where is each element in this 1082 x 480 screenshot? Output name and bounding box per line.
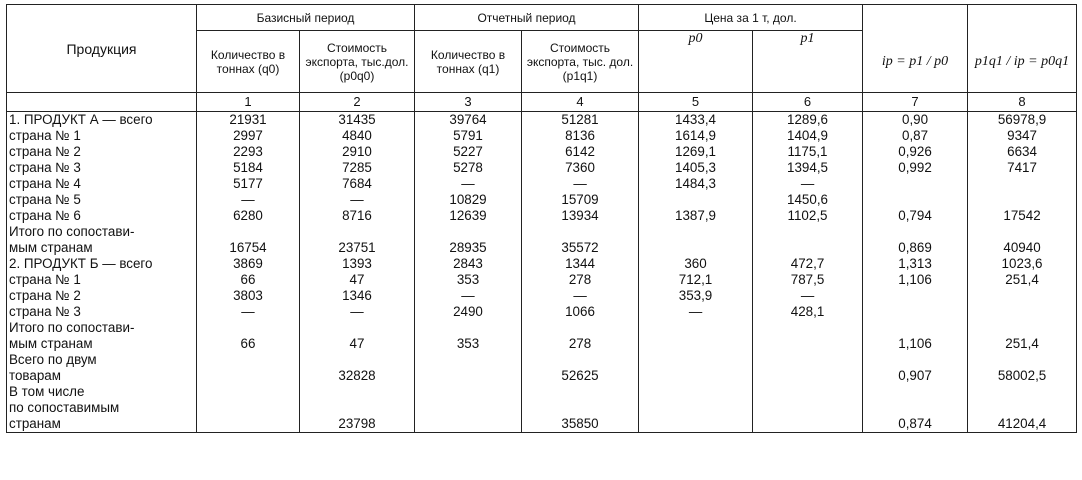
- cell-col-5: 1614,9: [639, 128, 753, 144]
- cell-col-1: 2997: [197, 128, 300, 144]
- row-label: страна № 3: [7, 160, 197, 176]
- cell-col-7: [863, 224, 968, 240]
- row-label: страна № 1: [7, 272, 197, 288]
- cell-col-1: 5184: [197, 160, 300, 176]
- cell-col-6: 1102,5: [753, 208, 863, 224]
- cell-col-7: 0,90: [863, 112, 968, 129]
- cell-col-8: [968, 288, 1077, 304]
- table-row: [7, 112, 1077, 129]
- cell-col-8: 6634: [968, 144, 1077, 160]
- cell-col-2: 31435: [300, 112, 415, 129]
- cell-col-1: 6280: [197, 208, 300, 224]
- table-row: [7, 352, 1077, 368]
- cell-col-7: 0,926: [863, 144, 968, 160]
- row-label: Итого по сопостави-: [7, 224, 197, 240]
- cell-col-3: 5278: [415, 160, 522, 176]
- cell-col-3: 5791: [415, 128, 522, 144]
- cell-col-7: 0,869: [863, 240, 968, 256]
- cell-col-8: 9347: [968, 128, 1077, 144]
- cell-col-3: 12639: [415, 208, 522, 224]
- row-label: страна № 5: [7, 192, 197, 208]
- cell-col-6: [753, 368, 863, 384]
- cell-col-8: 7417: [968, 160, 1077, 176]
- cell-col-6: 1450,6: [753, 192, 863, 208]
- cell-col-7: [863, 320, 968, 336]
- cell-col-5: 1484,3: [639, 176, 753, 192]
- cell-col-8: [968, 192, 1077, 208]
- header-col-6: p1: [753, 31, 863, 93]
- cell-col-4: 278: [522, 272, 639, 288]
- table-row: [7, 256, 1077, 272]
- cell-col-2: —: [300, 192, 415, 208]
- cell-col-7: 1,313: [863, 256, 968, 272]
- cell-col-5: [639, 336, 753, 352]
- header-num-2: 2: [300, 93, 415, 112]
- cell-col-8: 17542: [968, 208, 1077, 224]
- cell-col-8: 251,4: [968, 336, 1077, 352]
- cell-col-4: —: [522, 288, 639, 304]
- cell-col-7: [863, 176, 968, 192]
- cell-col-6: [753, 320, 863, 336]
- cell-col-2: [300, 320, 415, 336]
- header-blank-7: [863, 5, 968, 31]
- cell-col-2: 47: [300, 336, 415, 352]
- cell-col-8: 41204,4: [968, 416, 1077, 433]
- table-row: [7, 384, 1077, 400]
- cell-col-4: 13934: [522, 208, 639, 224]
- cell-col-3: [415, 352, 522, 368]
- cell-col-4: 7360: [522, 160, 639, 176]
- row-label: Итого по сопостави-: [7, 320, 197, 336]
- header-num-5: 5: [639, 93, 753, 112]
- header-col-2: Стоимость экспорта, тыс.дол. (p0q0): [300, 31, 415, 93]
- cell-col-8: 251,4: [968, 272, 1077, 288]
- cell-col-5: [639, 352, 753, 368]
- cell-col-6: [753, 352, 863, 368]
- row-label: страна № 1: [7, 128, 197, 144]
- cell-col-1: [197, 400, 300, 416]
- cell-col-5: [639, 192, 753, 208]
- cell-col-1: [197, 352, 300, 368]
- cell-col-5: [639, 384, 753, 400]
- row-label: страна № 3: [7, 304, 197, 320]
- cell-col-2: 23751: [300, 240, 415, 256]
- cell-col-4: 8136: [522, 128, 639, 144]
- cell-col-2: 1346: [300, 288, 415, 304]
- header-col-7: ip = p1 / p0: [863, 31, 968, 93]
- cell-col-8: [968, 320, 1077, 336]
- cell-col-5: [639, 400, 753, 416]
- header-group-report: Отчетный период: [415, 5, 639, 31]
- header-col-5: p0: [639, 31, 753, 93]
- cell-col-1: [197, 320, 300, 336]
- cell-col-2: 7684: [300, 176, 415, 192]
- cell-col-7: 1,106: [863, 336, 968, 352]
- row-label: страна № 2: [7, 144, 197, 160]
- cell-col-3: [415, 400, 522, 416]
- header-blank-8: [968, 5, 1077, 31]
- cell-col-8: 56978,9: [968, 112, 1077, 129]
- row-label: В том числе: [7, 384, 197, 400]
- cell-col-3: 5227: [415, 144, 522, 160]
- table-row: [7, 144, 1077, 160]
- header-col-8: p1q1 / ip = p0q1: [968, 31, 1077, 93]
- cell-col-3: [415, 368, 522, 384]
- header-num-1: 1: [197, 93, 300, 112]
- row-label: по сопоставимым: [7, 400, 197, 416]
- cell-col-7: [863, 352, 968, 368]
- cell-col-3: —: [415, 176, 522, 192]
- cell-col-2: 47: [300, 272, 415, 288]
- cell-col-6: [753, 224, 863, 240]
- cell-col-4: [522, 400, 639, 416]
- cell-col-5: [639, 224, 753, 240]
- cell-col-2: [300, 352, 415, 368]
- cell-col-3: 353: [415, 336, 522, 352]
- header-num-3: 3: [415, 93, 522, 112]
- header-num-blank: [7, 93, 197, 112]
- table-row: [7, 192, 1077, 208]
- row-label: мым странам: [7, 336, 197, 352]
- cell-col-2: 23798: [300, 416, 415, 433]
- cell-col-3: 353: [415, 272, 522, 288]
- cell-col-4: [522, 384, 639, 400]
- cell-col-6: —: [753, 288, 863, 304]
- cell-col-4: 6142: [522, 144, 639, 160]
- cell-col-3: [415, 320, 522, 336]
- cell-col-6: [753, 400, 863, 416]
- cell-col-4: [522, 320, 639, 336]
- cell-col-5: 712,1: [639, 272, 753, 288]
- cell-col-1: 16754: [197, 240, 300, 256]
- row-label: Всего по двум: [7, 352, 197, 368]
- table-row: [7, 336, 1077, 352]
- row-label: 1. ПРОДУКТ А — всего: [7, 112, 197, 129]
- cell-col-8: 1023,6: [968, 256, 1077, 272]
- header-group-base: Базисный период: [197, 5, 415, 31]
- cell-col-6: 1289,6: [753, 112, 863, 129]
- cell-col-6: 1404,9: [753, 128, 863, 144]
- cell-col-6: 1175,1: [753, 144, 863, 160]
- cell-col-4: 52625: [522, 368, 639, 384]
- cell-col-4: 1066: [522, 304, 639, 320]
- table-row: [7, 288, 1077, 304]
- cell-col-3: [415, 384, 522, 400]
- row-label: страна № 4: [7, 176, 197, 192]
- cell-col-1: —: [197, 192, 300, 208]
- cell-col-1: 5177: [197, 176, 300, 192]
- cell-col-1: [197, 368, 300, 384]
- cell-col-7: 0,992: [863, 160, 968, 176]
- cell-col-5: [639, 416, 753, 433]
- cell-col-5: [639, 320, 753, 336]
- cell-col-6: [753, 240, 863, 256]
- cell-col-6: 428,1: [753, 304, 863, 320]
- cell-col-4: 35850: [522, 416, 639, 433]
- cell-col-8: [968, 352, 1077, 368]
- table-row: [7, 224, 1077, 240]
- cell-col-4: 35572: [522, 240, 639, 256]
- cell-col-8: 40940: [968, 240, 1077, 256]
- row-label: товарам: [7, 368, 197, 384]
- cell-col-7: 0,87: [863, 128, 968, 144]
- cell-col-5: 1405,3: [639, 160, 753, 176]
- cell-col-2: 1393: [300, 256, 415, 272]
- cell-col-6: —: [753, 176, 863, 192]
- cell-col-1: 3869: [197, 256, 300, 272]
- cell-col-3: [415, 224, 522, 240]
- table-row: [7, 368, 1077, 384]
- header-num-7: 7: [863, 93, 968, 112]
- row-label: страна № 2: [7, 288, 197, 304]
- cell-col-6: 787,5: [753, 272, 863, 288]
- cell-col-8: [968, 224, 1077, 240]
- cell-col-7: [863, 192, 968, 208]
- cell-col-7: [863, 400, 968, 416]
- cell-col-1: 3803: [197, 288, 300, 304]
- cell-col-2: 32828: [300, 368, 415, 384]
- cell-col-7: 0,874: [863, 416, 968, 433]
- table-row: [7, 208, 1077, 224]
- table-row: [7, 160, 1077, 176]
- cell-col-3: [415, 416, 522, 433]
- row-label: мым странам: [7, 240, 197, 256]
- cell-col-3: 2843: [415, 256, 522, 272]
- cell-col-5: 353,9: [639, 288, 753, 304]
- table-row: [7, 400, 1077, 416]
- header-col-4: Стоимость экспорта, тыс. дол. (p1q1): [522, 31, 639, 93]
- cell-col-8: [968, 176, 1077, 192]
- cell-col-4: 15709: [522, 192, 639, 208]
- header-num-8: 8: [968, 93, 1077, 112]
- cell-col-7: [863, 288, 968, 304]
- table-row: [7, 304, 1077, 320]
- cell-col-4: 278: [522, 336, 639, 352]
- cell-col-6: 1394,5: [753, 160, 863, 176]
- cell-col-3: 28935: [415, 240, 522, 256]
- cell-col-2: —: [300, 304, 415, 320]
- cell-col-2: [300, 224, 415, 240]
- cell-col-7: 1,106: [863, 272, 968, 288]
- cell-col-1: [197, 224, 300, 240]
- cell-col-4: 1344: [522, 256, 639, 272]
- cell-col-3: —: [415, 288, 522, 304]
- cell-col-3: 39764: [415, 112, 522, 129]
- row-label: странам: [7, 416, 197, 433]
- price-index-table: [6, 4, 1077, 433]
- cell-col-3: 10829: [415, 192, 522, 208]
- table-row: [7, 176, 1077, 192]
- table-row: [7, 128, 1077, 144]
- header-product: Продукция: [7, 5, 197, 93]
- header-group-price: Цена за 1 т, дол.: [639, 5, 863, 31]
- cell-col-5: 360: [639, 256, 753, 272]
- cell-col-1: [197, 384, 300, 400]
- cell-col-5: 1269,1: [639, 144, 753, 160]
- cell-col-7: [863, 304, 968, 320]
- header-num-6: 6: [753, 93, 863, 112]
- cell-col-7: [863, 384, 968, 400]
- cell-col-1: —: [197, 304, 300, 320]
- cell-col-7: 0,907: [863, 368, 968, 384]
- row-label: 2. ПРОДУКТ Б — всего: [7, 256, 197, 272]
- cell-col-8: [968, 400, 1077, 416]
- table-row: [7, 416, 1077, 433]
- cell-col-8: [968, 384, 1077, 400]
- cell-col-3: 2490: [415, 304, 522, 320]
- cell-col-4: [522, 352, 639, 368]
- cell-col-8: 58002,5: [968, 368, 1077, 384]
- cell-col-7: 0,794: [863, 208, 968, 224]
- cell-col-8: [968, 304, 1077, 320]
- cell-col-2: [300, 400, 415, 416]
- cell-col-5: 1433,4: [639, 112, 753, 129]
- cell-col-4: [522, 224, 639, 240]
- cell-col-4: 51281: [522, 112, 639, 129]
- cell-col-2: 2910: [300, 144, 415, 160]
- cell-col-2: 7285: [300, 160, 415, 176]
- cell-col-5: —: [639, 304, 753, 320]
- cell-col-2: [300, 384, 415, 400]
- header-num-4: 4: [522, 93, 639, 112]
- cell-col-5: [639, 368, 753, 384]
- table-row: [7, 240, 1077, 256]
- cell-col-5: 1387,9: [639, 208, 753, 224]
- cell-col-1: 21931: [197, 112, 300, 129]
- cell-col-5: [639, 240, 753, 256]
- cell-col-4: —: [522, 176, 639, 192]
- cell-col-2: 8716: [300, 208, 415, 224]
- cell-col-6: [753, 416, 863, 433]
- table-row: [7, 272, 1077, 288]
- header-col-1: Количество в тоннах (q0): [197, 31, 300, 93]
- row-label: страна № 6: [7, 208, 197, 224]
- cell-col-6: [753, 384, 863, 400]
- header-col-3: Количество в тоннах (q1): [415, 31, 522, 93]
- cell-col-1: 66: [197, 272, 300, 288]
- table-body: [7, 112, 1077, 433]
- cell-col-1: 66: [197, 336, 300, 352]
- cell-col-6: [753, 336, 863, 352]
- cell-col-1: 2293: [197, 144, 300, 160]
- cell-col-1: [197, 416, 300, 433]
- table-row: [7, 320, 1077, 336]
- cell-col-6: 472,7: [753, 256, 863, 272]
- cell-col-2: 4840: [300, 128, 415, 144]
